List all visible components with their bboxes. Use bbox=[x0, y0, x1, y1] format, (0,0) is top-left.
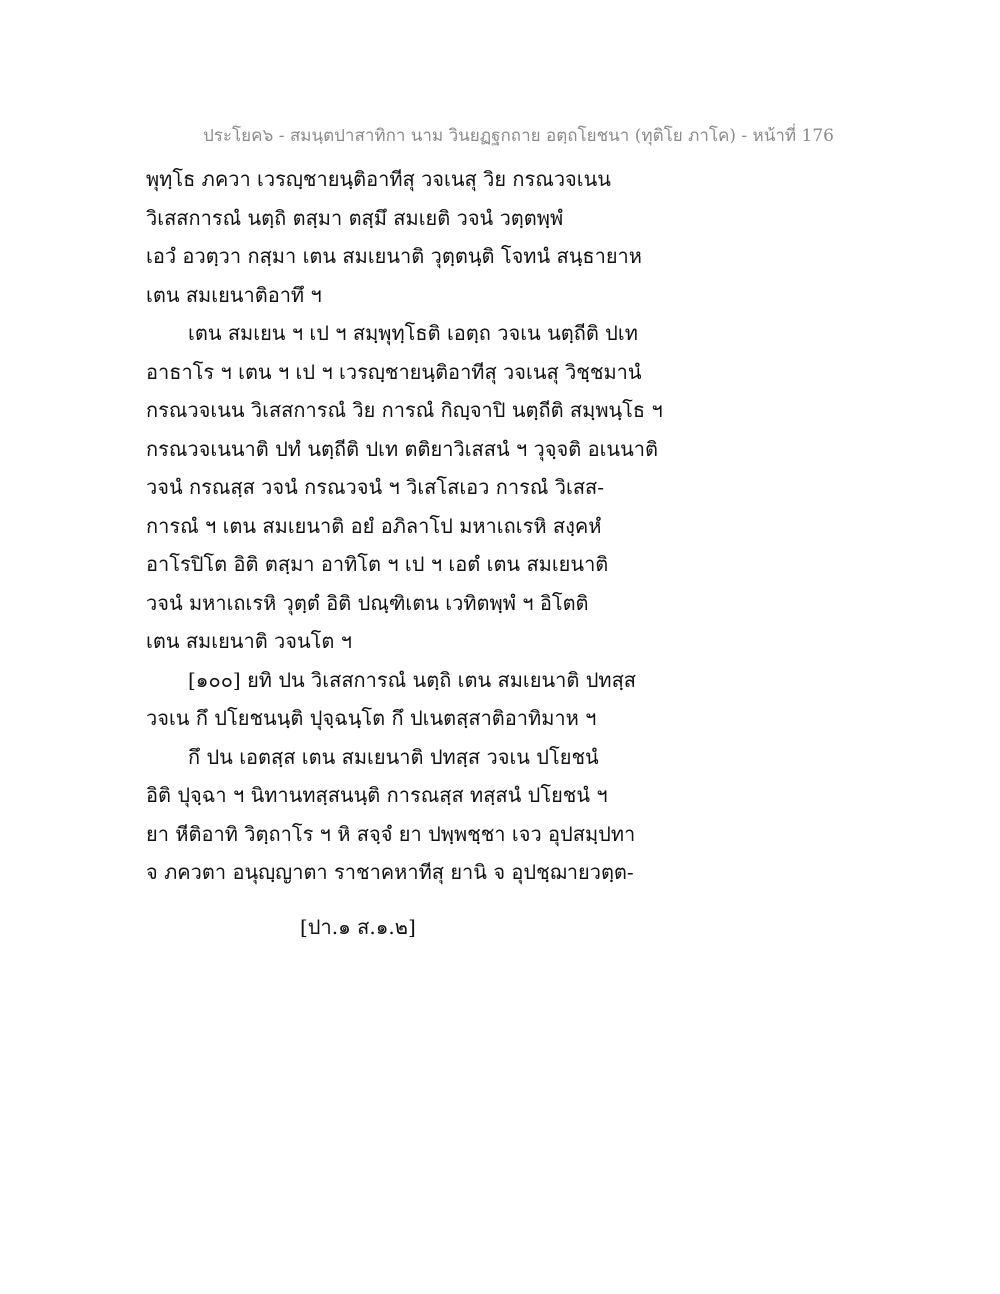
text-line: ยา หีติอาทิ วิตฺถาโร ฯ หิ สจฺจํ ยา ปพฺพชฺชา เจว อุปสมฺปทา bbox=[146, 821, 636, 846]
body-text bbox=[146, 160, 926, 892]
text-line: วจนํ กรณสฺส วจนํ กรณวจนํ ฯ วิเสโสเอว การณํ วิเสส- bbox=[146, 475, 604, 499]
text-line: พุทฺโธ ภควา เวรญฺชายนฺติอาทีสุ วจเนสุ วิย กรณวจเนน bbox=[146, 167, 611, 191]
paragraph-start-line: กึ ปน เอตสฺส เตน สมเยนาติ ปทสฺส วจเน ปโยชนํ bbox=[188, 744, 599, 769]
page-reference: [ปา.๑ ส.๑.๒] bbox=[300, 915, 416, 939]
text-line: เตน สมเยนาติอาทึ ฯ bbox=[146, 282, 322, 307]
text-line: วิเสสการณํ นตฺถิ ตสฺมา ตสฺมึ สมเยติ วจนํ วตฺตพฺพํ bbox=[146, 205, 564, 230]
text-line: จ ภควตา อนุญฺญาตา ราชาคหาทีสุ ยานิ จ อุปชฺฌายวตฺต- bbox=[146, 860, 634, 884]
text-line: เตน สมเยนาติ วจนโต ฯ bbox=[146, 629, 352, 653]
text-line: เอวํ อวตฺวา กสฺมา เตน สมเยนาติ วุตฺตนฺติ โจทนํ สนฺธายาห bbox=[146, 244, 642, 268]
text-line: วจเน กึ ปโยชนนฺติ ปุจฺฉนฺโต กึ ปเนตสฺสาติอาทิมาห ฯ bbox=[146, 706, 597, 730]
page-running-header: ประโยค๖ - สมนฺตปาสาทิกา นาม วินยฏฐกถาย อตฺถโยชนา (ทุติโย ภาโค) - หน้าที่ 176 bbox=[203, 126, 834, 146]
paragraph-start-line: เตน สมเยน ฯ เป ฯ สมฺพุทฺโธติ เอตฺถ วจเน นตฺถีติ ปเท bbox=[188, 321, 638, 345]
text-line: กรณวจเนนาติ ปทํ นตฺถีติ ปเท ตติยาวิเสสนํ ฯ วุจฺจติ อเนนาติ bbox=[146, 436, 658, 461]
text-line: วจนํ มหาเถเรหิ วุตฺตํ อิติ ปณฺฑิเตน เวทิตพฺพํ ฯ อิโตติ bbox=[146, 590, 589, 615]
text-line: อาโรปิโต อิติ ตสฺมา อาทิโต ฯ เป ฯ เอตํ เตน สมเยนาติ bbox=[146, 552, 609, 576]
paragraph-start-line: [๑๐๐] ยทิ ปน วิเสสการณํ นตฺถิ เตน สมเยนาติ ปทสฺส bbox=[188, 667, 636, 692]
text-line: อิติ ปุจฺฉา ฯ นิทานทสฺสนนฺติ การณสฺส ทสฺสนํ ปโยชนํ ฯ bbox=[146, 783, 608, 807]
text-line: การณํ ฯ เตน สมเยนาติ อยํ อภิลาโป มหาเถเรหิ สงฺคหํ bbox=[146, 513, 602, 538]
text-line: อาธาโร ฯ เตน ฯ เป ฯ เวรญฺชายนฺติอาทีสุ วจเนสุ วิชฺชมานํ bbox=[146, 359, 642, 384]
text-line: กรณวจเนน วิเสสการณํ วิย การณํ กิญฺจาปิ นตฺถีติ สมฺพนฺโธ ฯ bbox=[146, 398, 663, 422]
